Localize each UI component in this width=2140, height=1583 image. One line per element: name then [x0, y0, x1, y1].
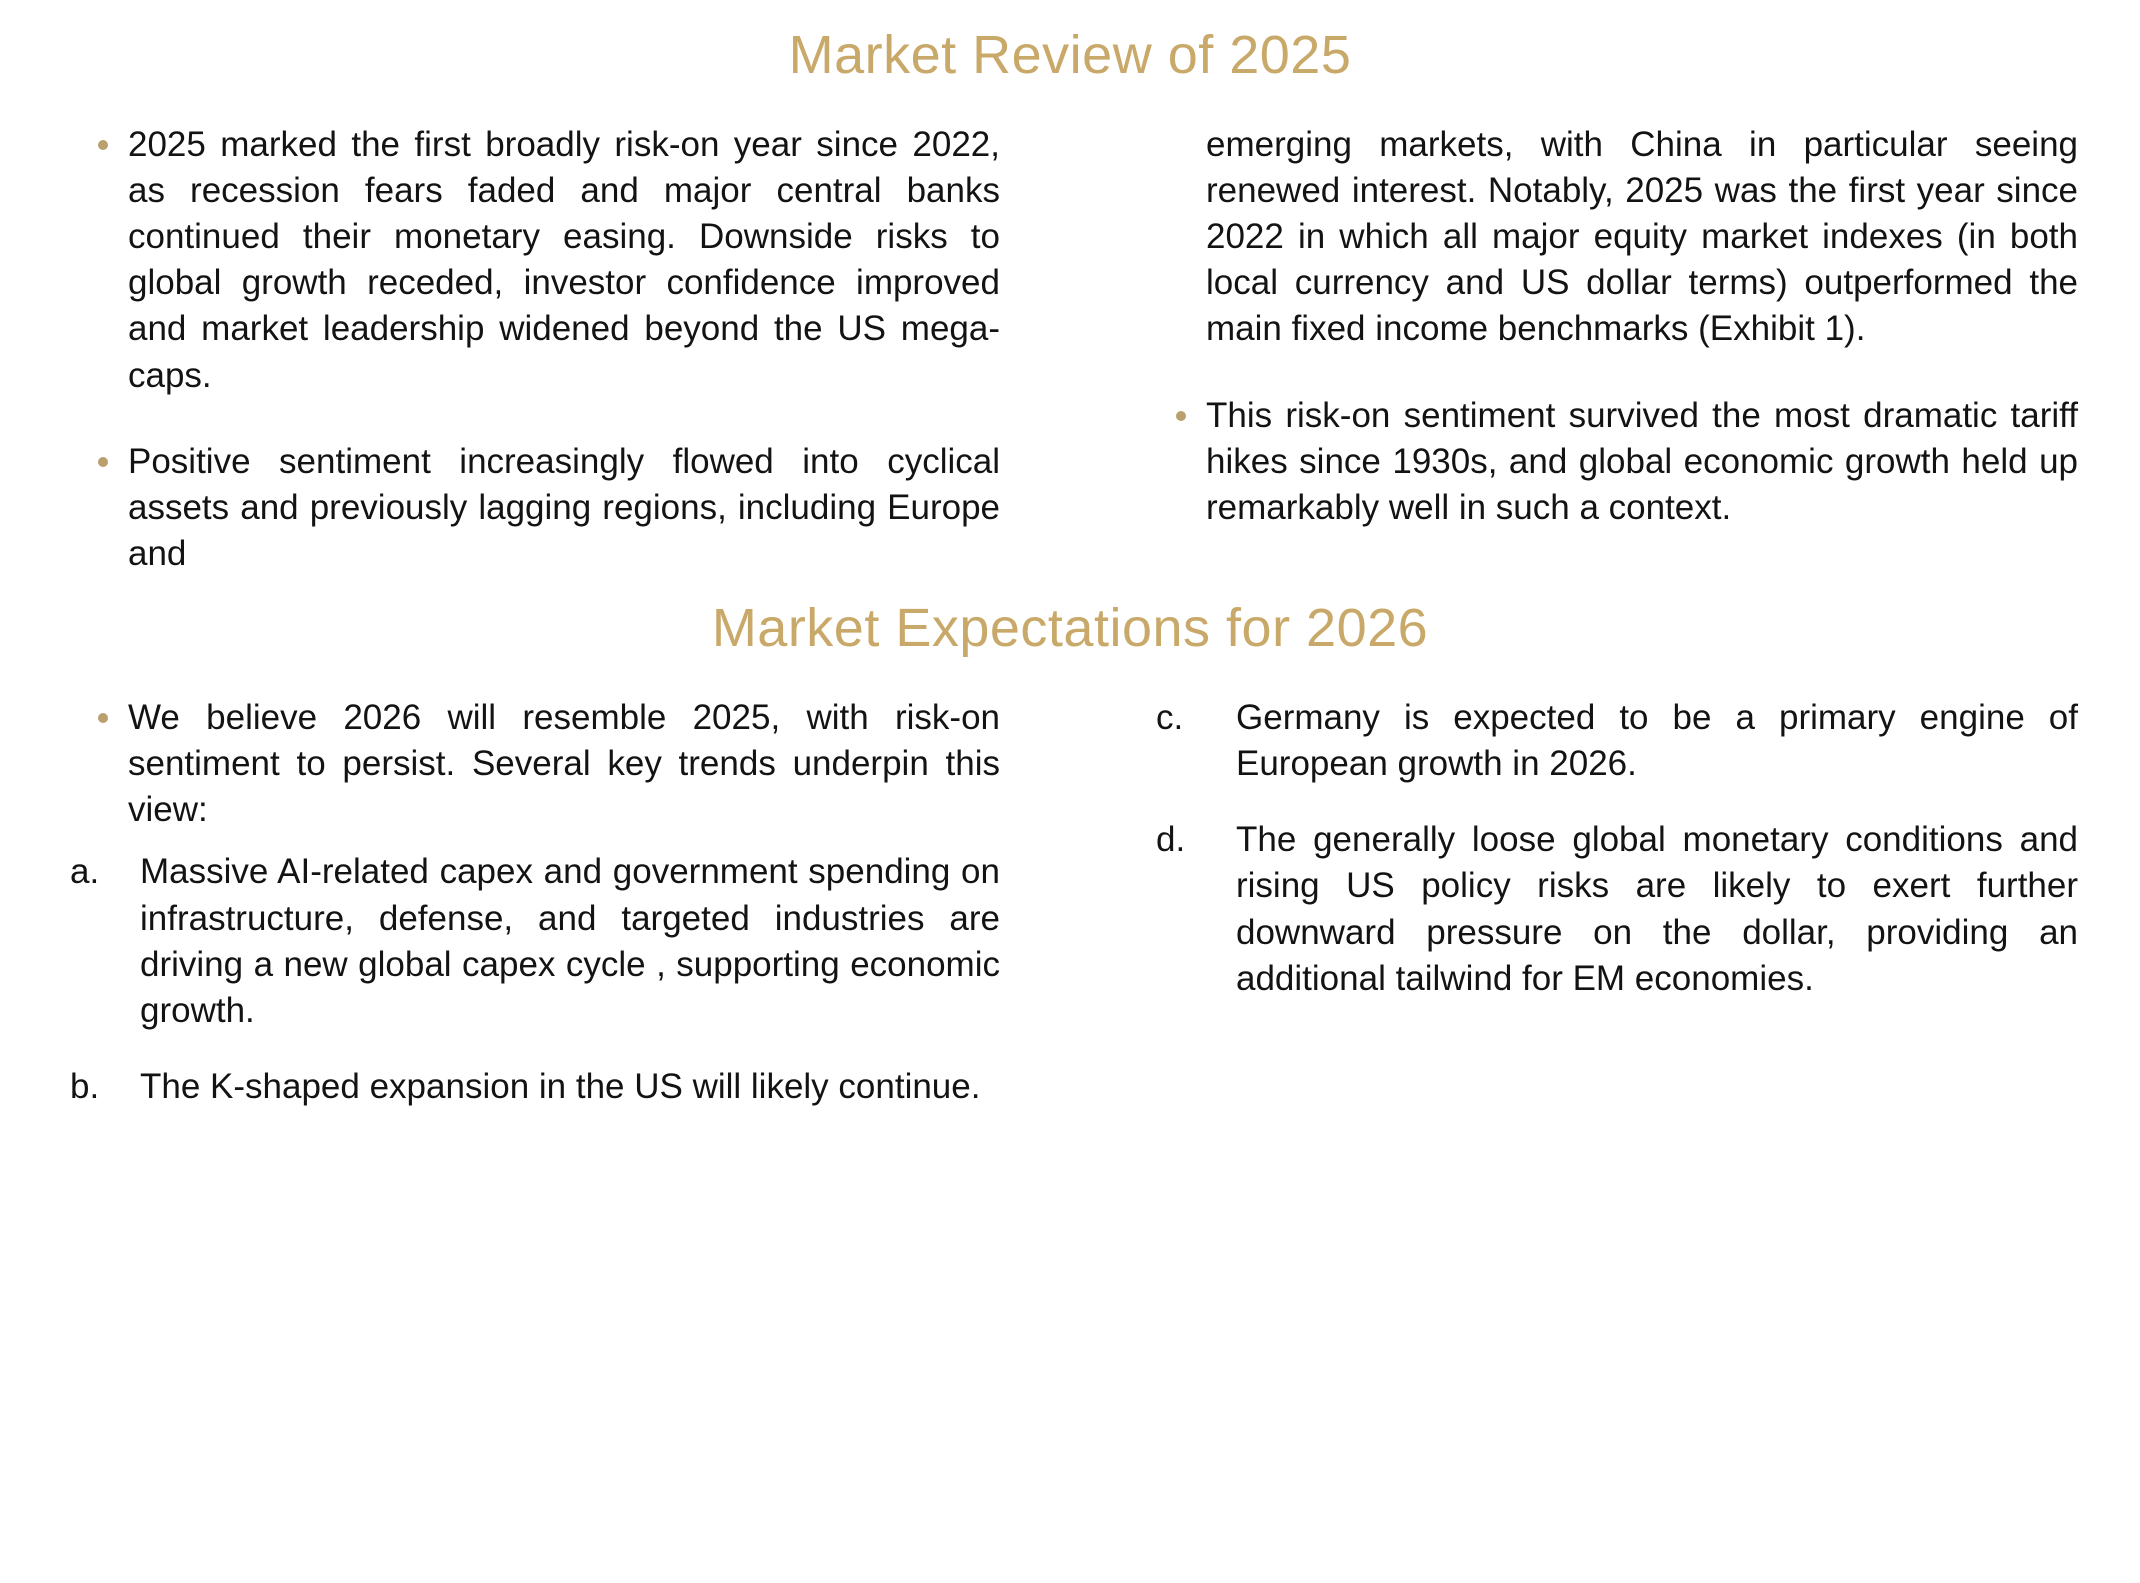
sub-list-marker: c.	[1156, 697, 1184, 737]
market-review-left-bullet-list	[62, 122, 1000, 578]
sub-list-marker: d.	[1156, 820, 1186, 860]
market-review-right-bullet-list	[1140, 393, 2078, 532]
sub-list-text: The generally loose global monetary conditions and rising US policy risks are likely to exert further downward pressure on the dollar, providing an additional tailwind for EM economies.	[1236, 820, 2078, 998]
sub-list-item	[1140, 695, 2078, 787]
sub-list-text: Massive AI-related capex and government spending on infrastructure, defense, and targeted industries are driving a new global capex cycle , supporting economic growth.	[140, 852, 1000, 1030]
sub-list-marker: a.	[70, 852, 100, 892]
sub-list-item	[62, 849, 1000, 1034]
market-review-columns	[40, 122, 2100, 578]
section-title-market-review: Market Review of 2025	[788, 25, 1352, 85]
list-item: Positive sentiment increasingly flowed into cyclical assets and previously lagging regions, including Europe and	[62, 439, 1000, 578]
slide-page	[0, 26, 2140, 1583]
sub-list-item	[1140, 817, 2078, 1002]
market-expectations-right-column	[1140, 695, 2078, 1111]
market-expectations-columns	[40, 695, 2100, 1111]
market-review-left-column	[62, 122, 1000, 578]
market-expectations-left-column	[62, 695, 1000, 1111]
list-item: 2025 marked the first broadly risk-on year since 2022, as recession fears faded and major central banks continued their monetary easing. Downside risks to global growth receded, investor confidence improved and market leadership widened beyond the US mega-caps.	[62, 122, 1000, 399]
sub-list-text: Germany is expected to be a primary engine of European growth in 2026.	[1236, 697, 2078, 783]
section-title-market-expectations: Market Expectations for 2026	[711, 598, 1429, 659]
list-item: We believe 2026 will resemble 2025, with risk-on sentiment to persist. Several key trends underpin this view:	[62, 695, 1000, 834]
sub-list-marker: b.	[70, 1067, 100, 1107]
market-expectations-right-sub-list	[1140, 695, 2078, 1002]
sub-list-item	[62, 1064, 1000, 1110]
market-review-right-column	[1140, 122, 2078, 578]
market-expectations-left-sub-list	[62, 849, 1000, 1110]
list-item: This risk-on sentiment survived the most dramatic tariff hikes since 1930s, and global economic growth held up remarkably well in such a context.	[1140, 393, 2078, 532]
market-review-continuation-paragraph: emerging markets, with China in particular seeing renewed interest. Notably, 2025 was the first year since 2022 in which all major equity market indexes (in both local currency and US dollar terms) outperformed the main fixed income benchmarks (Exhibit 1).	[1206, 124, 2078, 349]
sub-list-text: The K-shaped expansion in the US will likely continue.	[140, 1067, 981, 1107]
market-expectations-left-bullet-list	[62, 695, 1000, 834]
